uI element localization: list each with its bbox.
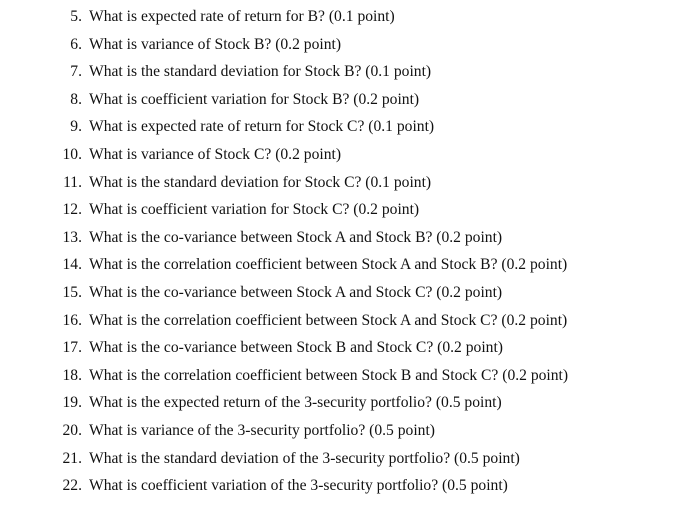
question-text: What is the correlation coefficient between Stock A and Stock C? (0.2 point) (89, 311, 568, 329)
question-text: What is coefficient variation of the 3-security portfolio? (0.5 point) (89, 477, 508, 495)
question-item (0, 224, 700, 252)
question-item (0, 472, 700, 500)
question-number: 19. (62, 394, 82, 412)
question-item (0, 113, 700, 141)
question-text: What is the co-variance between Stock B and Stock C? (0.2 point) (89, 339, 503, 357)
question-number: 15. (62, 283, 82, 301)
question-item (0, 307, 700, 335)
question-item (0, 196, 700, 224)
question-number: 8. (70, 90, 82, 108)
question-item (0, 31, 700, 59)
question-list (0, 3, 700, 500)
question-item (0, 445, 700, 473)
question-item (0, 251, 700, 279)
question-text: What is the expected return of the 3-security portfolio? (0.5 point) (89, 394, 502, 412)
question-number: 14. (62, 256, 82, 274)
question-text: What is the correlation coefficient between Stock A and Stock B? (0.2 point) (89, 256, 568, 274)
question-item (0, 169, 700, 197)
question-number: 17. (62, 339, 82, 357)
question-text: What is coefficient variation for Stock C? (0.2 point) (89, 201, 420, 219)
question-item (0, 362, 700, 390)
question-text: What is variance of Stock B? (0.2 point) (89, 35, 342, 53)
question-number: 13. (62, 228, 82, 246)
question-number: 9. (70, 118, 82, 136)
question-number: 5. (70, 8, 82, 25)
question-item (0, 58, 700, 86)
question-number: 20. (62, 421, 82, 439)
question-item (0, 279, 700, 307)
question-number: 6. (70, 35, 82, 53)
question-number: 21. (62, 449, 82, 467)
question-number: 11. (63, 173, 82, 191)
question-text: What is the standard deviation of the 3-security portfolio? (0.5 point) (89, 449, 520, 467)
question-item (0, 141, 700, 169)
question-text: What is the standard deviation for Stock C? (0.1 point) (89, 173, 432, 191)
question-item (0, 86, 700, 114)
question-text: What is coefficient variation for Stock B? (0.2 point) (89, 90, 420, 108)
question-number: 16. (62, 311, 82, 329)
question-number: 12. (62, 201, 82, 219)
question-number: 18. (62, 366, 82, 384)
question-number: 22. (62, 477, 82, 495)
question-number: 10. (62, 145, 82, 163)
question-text: What is variance of the 3-security portfolio? (0.5 point) (89, 421, 435, 439)
question-item (0, 334, 700, 362)
question-text: What is expected rate of return for Stock C? (0.1 point) (89, 118, 435, 136)
question-text: What is the co-variance between Stock A and Stock B? (0.2 point) (89, 228, 503, 246)
question-text: What is the correlation coefficient between Stock B and Stock C? (0.2 point) (89, 366, 569, 384)
question-number: 7. (70, 63, 82, 81)
question-item (0, 3, 700, 31)
question-item (0, 389, 700, 417)
question-text: What is expected rate of return for B? (0.1 point) (89, 8, 395, 25)
question-text: What is variance of Stock C? (0.2 point) (89, 145, 342, 163)
question-text: What is the standard deviation for Stock B? (0.1 point) (89, 63, 432, 81)
question-item (0, 417, 700, 445)
question-text: What is the co-variance between Stock A and Stock C? (0.2 point) (89, 283, 503, 301)
